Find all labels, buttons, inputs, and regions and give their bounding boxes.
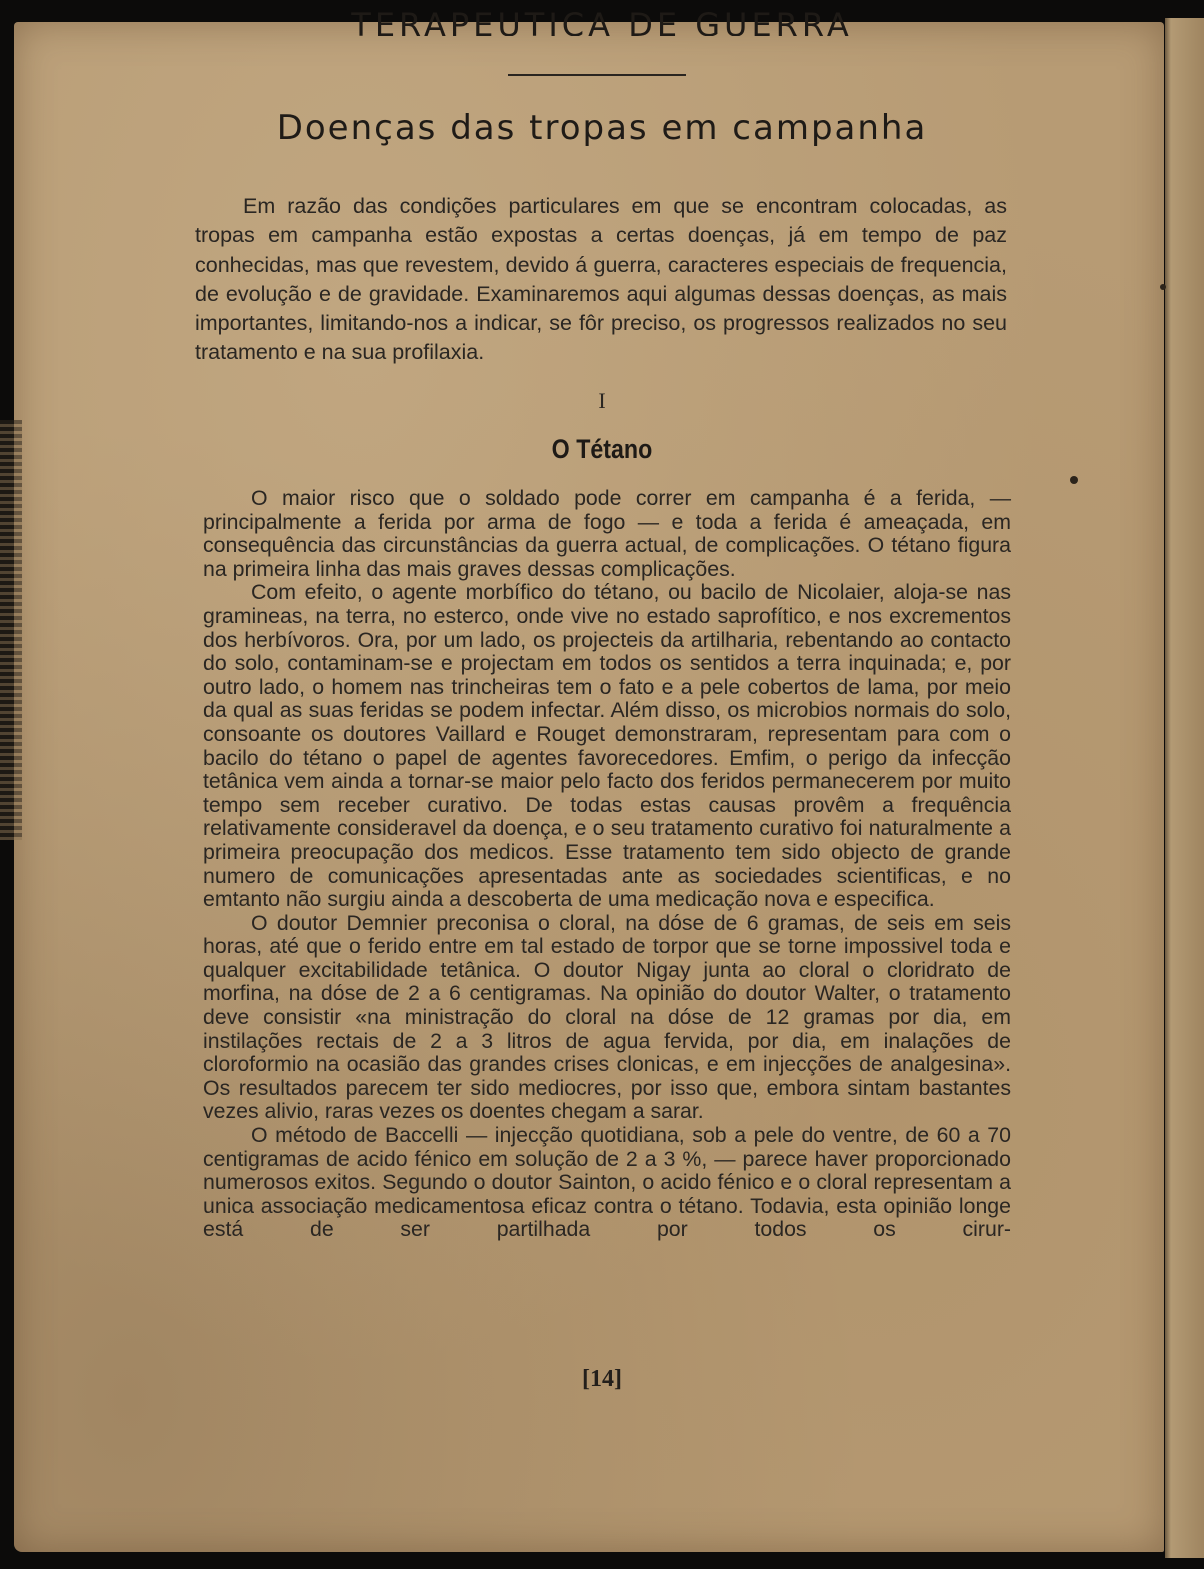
paragraph: O método de Baccelli — injecção quotidiana, sob a pele do ventre, de 60 a 70 centigramas de acido fénico em solução de 2 a 3 %, — parece haver proporcionado numerosos exitos. Segundo o doutor Sainton, o acido fénico e o cloral representam a unica associação medicamentosa eficaz contra o tétano. Todavia, esta opinião longe está de ser partilhada por todos os cirur- <box>203 1123 1011 1242</box>
section-number: I <box>598 388 606 413</box>
ink-spot <box>1160 284 1166 290</box>
head-rule <box>508 74 686 76</box>
chapter-title: Doenças das tropas em campanha <box>276 108 928 148</box>
paragraph: O doutor Demnier preconisa o cloral, na dóse de 6 gramas, de seis em seis horas, até que o ferido entre em tal estado de torpor que se torne impossivel toda e qualquer excitabilidade tetânica. O doutor Nigay junta ao cloral o cloridrato de morfina, na dóse de 2 a 6 centigramas. Na opinião do doutor Walter, o tratamento deve consistir «na ministração do cloral na dóse de 12 gramas por dia, em instilações rectais de 2 a 3 litros de agua fervida, por dia, em inalações de cloroformio na ocasião das grandes crises clonicas, e em injecções de analgesina». Os resultados parecem ter sido mediocres, por isso que, embora sintam bastantes vezes alivio, raras vezes os doentes chegam a sarar. <box>203 910 1011 1124</box>
running-head: TERAPEUTICA DE GUERRA <box>351 10 853 36</box>
ink-spot <box>1070 476 1078 484</box>
section-title: O Tétano <box>551 434 653 464</box>
paragraph: O maior risco que o soldado pode correr em campanha é a ferida, — principalmente a ferida por arma de fogo — e toda a ferida é ameaçada, em consequência das circunstâncias da guerra actual, de complicações. O tétano figura na primeira linha das mais graves dessas complicações. <box>203 486 1011 581</box>
paragraph: Com efeito, o agente morbífico do tétano, ou bacilo de Nicolaier, aloja-se nas gramineas, na terra, no esterco, onde vive no estado saprofítico, e nos excrementos dos herbívoros. Ora, por um lado, os projecteis da artilharia, rebentando ao contacto do solo, contaminam-se e projectam em todos os sentidos a terra inquinada; e, por outro lado, o homem nas trincheiras tem o fato e a pele cobertos de lama, por meio da qual as suas feridas se podem infectar. Além disso, os microbios normais do solo, consoante os doutores Vaillard e Rouget demonstraram, representam para com o bacilo do tétano o papel de agentes favorecedores. Emfim, o perigo da infecção tetânica vem ainda a tornar-se maior pelo facto dos feridos permanecerem por muito tempo sem receber curativo. De todas estas causas provêm a frequência relativamente consideravel da doença, e o seu tratamento curativo foi naturalmente a primeira preocupação dos medicos. Esse tratamento tem sido objecto de grande numero de comunicações apresentadas ante as sociedades scientificas, e no emtanto não surgiu ainda a descoberta de uma medicação nova e especifica. <box>203 580 1011 912</box>
facing-page-edge <box>1165 18 1204 1558</box>
body-text <box>203 487 1011 1242</box>
bleed-through-edge <box>0 420 22 840</box>
page-number: [14] <box>582 1366 622 1392</box>
intro-paragraph: Em razão das condições particulares em que se encontram colocadas, as tropas em campanha estão expostas a certas doenças, já em tempo de paz conhecidas, mas que revestem, devido á guerra, caracteres especiais de frequencia, de evolução e de gravidade. Examinaremos aqui algumas dessas doenças, as mais importantes, limitando-nos a indicar, se fôr preciso, os progressos realizados no seu tratamento e na sua profilaxia. <box>195 194 1007 365</box>
intro-block <box>195 192 1007 368</box>
